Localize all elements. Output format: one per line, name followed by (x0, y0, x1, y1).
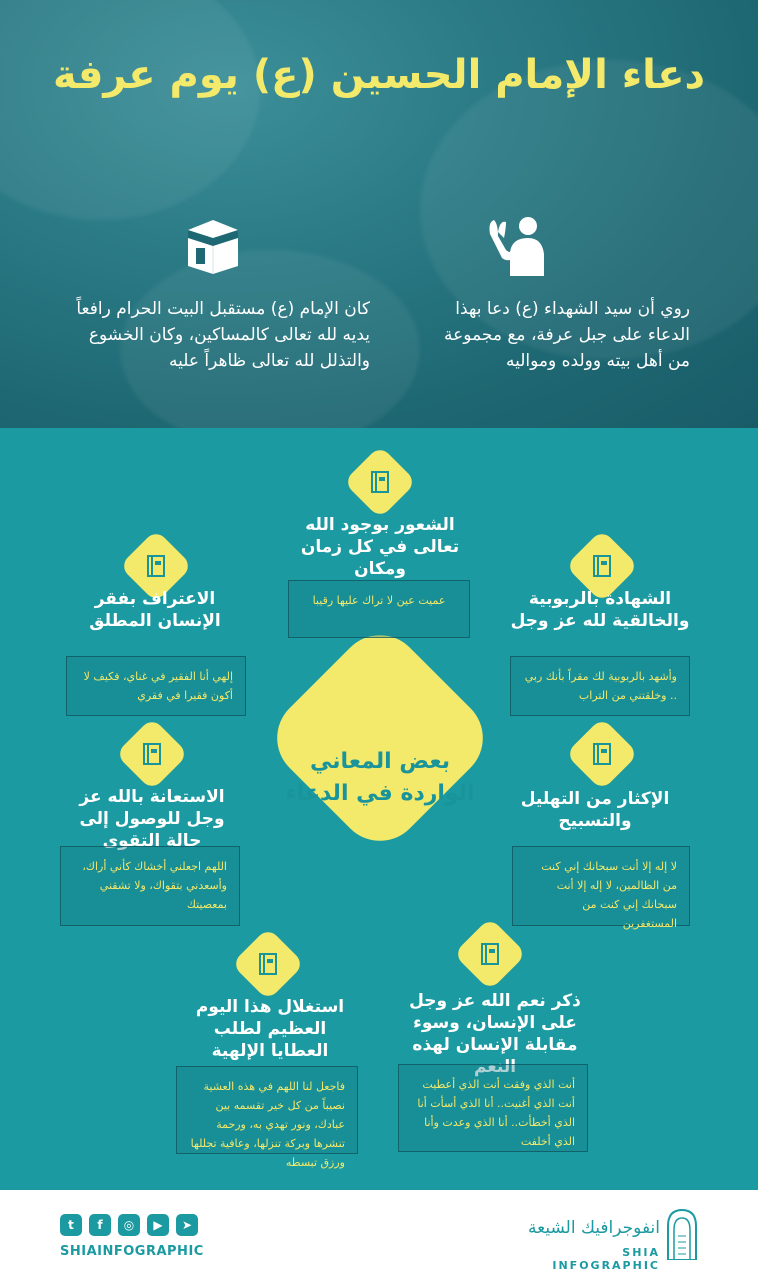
item-title: الإكثار من التهليل والتسبيح (520, 789, 670, 831)
background-shape (0, 0, 260, 220)
item-title: استغلال هذا اليوم العظيم لطلب العطايا الإلهية (195, 997, 345, 1061)
main-section (0, 428, 758, 1190)
instagram-icon[interactable]: ◎ (118, 1214, 140, 1236)
kaaba-icon (184, 218, 242, 276)
hero-left-text: كان الإمام (ع) مستقبل البيت الحرام رافعاً يديه لله تعالى كالمساكين، وكان الخشوع والتذلل لله تعالى ظاهراً عليه (76, 299, 370, 371)
twitter-icon[interactable]: t (60, 1214, 82, 1236)
book-icon (565, 717, 639, 791)
social-handle[interactable]: SHIAINFOGRAPHIC (60, 1244, 204, 1259)
youtube-icon[interactable]: ▶ (147, 1214, 169, 1236)
item-quote: فاجعل لنا اللهم في هذه العشية نصيباً من كل خير تقسمه بين عبادك، ونور تهدي به، ورحمة تنشرها وبركة تنزلها، وعافية تجللها ورزق تبسطه (176, 1066, 358, 1154)
page-title: دعاء الإمام الحسين (ع) يوم عرفة (52, 52, 706, 98)
item-title: الشهادة بالربوبية والخالقية لله عز وجل (510, 589, 690, 631)
brand-name-arabic: انفوجرافيك الشيعة (528, 1218, 660, 1238)
footer (0, 1190, 758, 1280)
facebook-icon[interactable]: f (89, 1214, 111, 1236)
item-quote: وأشهد بالربوبية لك مقراً بأنك ربي .. وخلقتني من التراب (510, 656, 690, 716)
item-quote: أنت الذي وفقت أنت الذي أعطيت أنت الذي أغنيت.. أنا الذي أسأت أنا الذي أخطأت.. أنا الذي وعدت وأنا الذي أخلفت (398, 1064, 588, 1152)
hero-section (0, 0, 758, 428)
book-icon (231, 927, 305, 1001)
item-title: الاستعانة بالله عز وجل للوصول إلى حالة التقوى (79, 787, 225, 851)
book-icon (453, 917, 527, 991)
book-icon (343, 445, 417, 519)
hero-right-text: روي أن سيد الشهداء (ع) دعا بهذا الدعاء على جبل عرفة، مع مجموعة من أهل بيته وولده ومواليه (444, 299, 690, 371)
telegram-icon[interactable]: ➤ (176, 1214, 198, 1236)
book-icon (115, 717, 189, 791)
center-diamond (260, 618, 500, 858)
brand-name-english: SHIA INFOGRAPHIC (552, 1246, 660, 1272)
item-quote: اللهم اجعلني أخشاك كأني أراك، وأسعدني بتقواك، ولا تشقني بمعصيتك (60, 846, 240, 926)
item-title: ذكر نعم الله عز وجل على الإنسان، وسوء مقابلة الإنسان لهذه النعم (409, 991, 581, 1077)
item-title: الاعتراف بفقر الإنسان المطلق (89, 589, 221, 631)
item-quote: إلهي أنا الفقير في غناي، فكيف لا أكون فقيرا في فقري (66, 656, 246, 716)
center-title: بعض المعاني الواردة في الدعاء (285, 749, 475, 806)
item-quote: لا إله إلا أنت سبحانك إني كنت من الظالمين، لا إله إلا أنت سبحانك إني كنت من المستغفرين (512, 846, 690, 926)
item-quote: عميت عين لا تراك عليها رقيبا (288, 580, 470, 638)
brand-logo-icon (666, 1208, 698, 1260)
item-title: الشعور بوجود الله تعالى في كل زمان ومكان (300, 515, 460, 579)
praying-person-icon (484, 214, 552, 276)
social-links (60, 1214, 198, 1236)
